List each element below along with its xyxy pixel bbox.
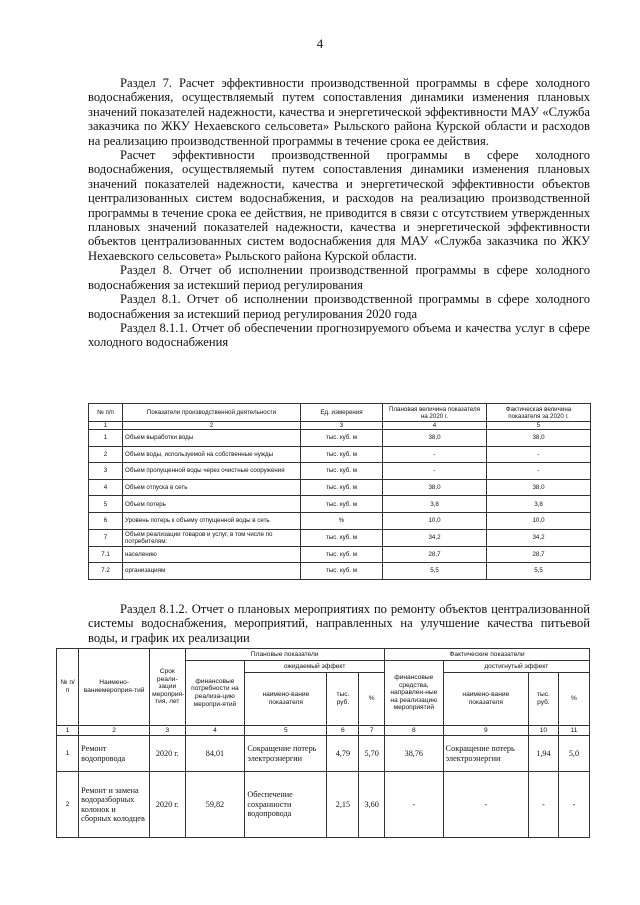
- row-unit: %: [301, 512, 383, 529]
- row-fact: 38,0: [487, 479, 591, 496]
- section-7-block: [88, 76, 590, 350]
- table-row: [89, 479, 591, 496]
- row-rub: 2,15: [327, 772, 359, 838]
- header-measure-name: Наимено-ваниемероприя-тий: [79, 649, 150, 726]
- row-plan: 38,0: [383, 430, 487, 447]
- column-number: 4: [383, 422, 487, 430]
- header-expected-effect: ожидаемый эффект: [245, 661, 385, 673]
- row-indicator: Уровень потерь к объему отпущенной воды в сеть: [123, 512, 301, 529]
- row-unit: тыс. куб. м: [301, 479, 383, 496]
- table-row: [89, 529, 591, 546]
- row-unit: тыс. куб. м: [301, 463, 383, 480]
- row-fact: -: [487, 463, 591, 480]
- row-num: 2: [89, 446, 123, 463]
- row-indicator: населению: [123, 546, 301, 563]
- header-plan-group: Плановые показатели: [185, 649, 384, 661]
- section-7-paragraph: Раздел 7. Расчет эффективности производственной программы в сфере холодного водоснабжения, осуществляемый путем сопоставления динамики изменения плановых значений показателей надежности, качества и энергетической эффективности МАУ «Служба заказчика по ЖКУ Нехаевского сельсовета» Рыльского района Курской области и расходов на реализацию производственной программы в течение срока ее действия.: [88, 76, 590, 148]
- header-num: № п/п: [89, 404, 123, 422]
- column-number: 3: [150, 726, 185, 736]
- row-indicator: Объем реализации товаров и услуг, в том числе по потребителям:: [123, 529, 301, 546]
- table-row: [89, 496, 591, 513]
- column-number: 4: [185, 726, 245, 736]
- row-unit: тыс. куб. м: [301, 563, 383, 580]
- header-num: № п/п: [57, 649, 79, 726]
- row-unit: тыс. куб. м: [301, 546, 383, 563]
- header-indicator-name: наимено-вание показателя: [245, 673, 327, 726]
- header-rub: тыс. руб.: [327, 673, 359, 726]
- row-plan: 38,0: [383, 479, 487, 496]
- header-indicator-name-fact: наимено-вание показателя: [443, 673, 528, 726]
- row-indicator: Объем выработки воды: [123, 430, 301, 447]
- row-fin-used: 38,76: [384, 736, 443, 772]
- row-fact: 34,2: [487, 529, 591, 546]
- row-num: 4: [89, 479, 123, 496]
- column-number: 1: [89, 422, 123, 430]
- row-num: 1: [57, 736, 79, 772]
- row-num: 2: [57, 772, 79, 838]
- row-num: 7.1: [89, 546, 123, 563]
- header-indicator: Показатели производственной деятельности: [123, 404, 301, 422]
- table-header-row: [89, 404, 591, 422]
- row-indicator: Объем отпуска в сеть: [123, 479, 301, 496]
- table-row: [89, 546, 591, 563]
- row-indicator-name: Сокращение потерь электроэнергии: [245, 736, 327, 772]
- row-fact: 28,7: [487, 546, 591, 563]
- row-num: 7: [89, 529, 123, 546]
- table-row: [57, 772, 590, 838]
- row-indicator: Объем воды, используемой на собственные нужды: [123, 446, 301, 463]
- section-8-1-2-block: [88, 602, 590, 645]
- section-8-1-2-heading: Раздел 8.1.2. Отчет о плановых мероприятиях по ремонту объектов централизованной системы водоснабжения, мероприятий, направленных на улучшение качества питьевой воды, и график их реализации: [88, 602, 590, 645]
- header-term: Срок реали-зации мероприя-тия, лет: [150, 649, 185, 726]
- row-num: 3: [89, 463, 123, 480]
- row-fin-need: 84,01: [185, 736, 245, 772]
- row-pct-fact: 5,0: [558, 736, 589, 772]
- row-plan: -: [383, 463, 487, 480]
- header-unit: Ед. измерения: [301, 404, 383, 422]
- row-fact: 5,5: [487, 563, 591, 580]
- section-8-1-heading: Раздел 8.1. Отчет об исполнении производственной программы в сфере холодного водоснабжения за истекший период регулирования 2020 года: [88, 292, 590, 321]
- row-num: 6: [89, 512, 123, 529]
- row-pct-fact: -: [558, 772, 589, 838]
- row-plan: 10,0: [383, 512, 487, 529]
- section-8-1-1-heading: Раздел 8.1.1. Отчет об обеспечении прогнозируемого объема и качества услуг в сфере холодного водоснабжения: [88, 320, 590, 350]
- row-rub-fact: -: [528, 772, 558, 838]
- row-fin-used: -: [384, 772, 443, 838]
- row-indicator: Объем пропущенной воды через очистные сооружения: [123, 463, 301, 480]
- row-plan: 34,2: [383, 529, 487, 546]
- header-fin-used: финансовые средства, направлен-ные на реализацию мероприятий: [384, 661, 443, 726]
- row-plan: -: [383, 446, 487, 463]
- header-fact-group: Фактические показатели: [384, 649, 589, 661]
- row-plan: 3,8: [383, 496, 487, 513]
- row-unit: тыс. куб. м: [301, 496, 383, 513]
- column-number: 3: [301, 422, 383, 430]
- row-measure-name: Ремонт и замена водоразборных колонок и сборных колодцев: [79, 772, 150, 838]
- row-fact: 10,0: [487, 512, 591, 529]
- column-number-row: [89, 422, 591, 430]
- row-fact: 3,8: [487, 496, 591, 513]
- table-row: [89, 563, 591, 580]
- repair-plan-table: [56, 648, 590, 838]
- table-row: [57, 736, 590, 772]
- row-measure-name: Ремонт водопровода: [79, 736, 150, 772]
- column-number: 2: [79, 726, 150, 736]
- row-fact: -: [487, 446, 591, 463]
- table-row: [89, 463, 591, 480]
- column-number: 6: [327, 726, 359, 736]
- row-num: 5: [89, 496, 123, 513]
- column-number: 7: [359, 726, 385, 736]
- row-unit: тыс. куб. м: [301, 430, 383, 447]
- row-plan: 5,5: [383, 563, 487, 580]
- header-fin-need: финансовые потребности на реализа-цию меропри-ятий: [185, 661, 245, 726]
- table-row: [89, 430, 591, 447]
- row-indicator: организациям: [123, 563, 301, 580]
- row-term: 2020 г.: [150, 772, 185, 838]
- row-unit: тыс. куб. м: [301, 529, 383, 546]
- row-num: 7.2: [89, 563, 123, 580]
- column-number: 2: [123, 422, 301, 430]
- section-8-heading: Раздел 8. Отчет об исполнении производственной программы в сфере холодного водоснабжения за истекший период регулирования: [88, 263, 590, 292]
- column-number-row: [57, 726, 590, 736]
- header-fact: Фактическая величина показателя за 2020 г.: [487, 404, 591, 422]
- row-unit: тыс. куб. м: [301, 446, 383, 463]
- header-achieved-effect: достигнутый эффект: [443, 661, 589, 673]
- volume-quality-table: [88, 403, 591, 580]
- column-number: 5: [245, 726, 327, 736]
- header-pct: %: [359, 673, 385, 726]
- column-number: 11: [558, 726, 589, 736]
- row-pct: 3,60: [359, 772, 385, 838]
- page-number: 4: [316, 36, 324, 51]
- row-indicator-name: Обеспечение сохранности водопровода: [245, 772, 327, 838]
- row-term: 2020 г.: [150, 736, 185, 772]
- row-indicator-name-fact: Сокращение потерь электроэнергии: [443, 736, 528, 772]
- table-row: [89, 512, 591, 529]
- column-number: 1: [57, 726, 79, 736]
- row-pct: 5,70: [359, 736, 385, 772]
- row-indicator: Объем потерь: [123, 496, 301, 513]
- row-fact: 38,0: [487, 430, 591, 447]
- row-num: 1: [89, 430, 123, 447]
- column-number: 10: [528, 726, 558, 736]
- row-plan: 28,7: [383, 546, 487, 563]
- header-rub-fact: тыс. руб.: [528, 673, 558, 726]
- header-pct-fact: %: [558, 673, 589, 726]
- column-number: 9: [443, 726, 528, 736]
- table-row: [89, 446, 591, 463]
- row-indicator-name-fact: -: [443, 772, 528, 838]
- column-number: 5: [487, 422, 591, 430]
- table-header-row: [57, 649, 590, 661]
- row-fin-need: 59,82: [185, 772, 245, 838]
- header-plan: Плановая величина показателя на 2020 г.: [383, 404, 487, 422]
- section-7-body-paragraph: Расчет эффективности производственной программы в сфере холодного водоснабжения, осуществляемый путем сопоставления динамики изменения плановых значений показателей надежности, качества и энергетической эффективности объектов централизованных систем водоснабжения, и расходов на реализацию производственной программы в течение срока ее действия, не приводится в связи с отсутствием утвержденных плановых значений показателей надежности, качества и энергетической эффективности объектов централизованных систем водоснабжения для МАУ «Служба заказчика по ЖКУ Нехаевского сельсовета» Рыльского района Курской области.: [88, 148, 590, 263]
- row-rub: 4,79: [327, 736, 359, 772]
- row-rub-fact: 1,94: [528, 736, 558, 772]
- column-number: 8: [384, 726, 443, 736]
